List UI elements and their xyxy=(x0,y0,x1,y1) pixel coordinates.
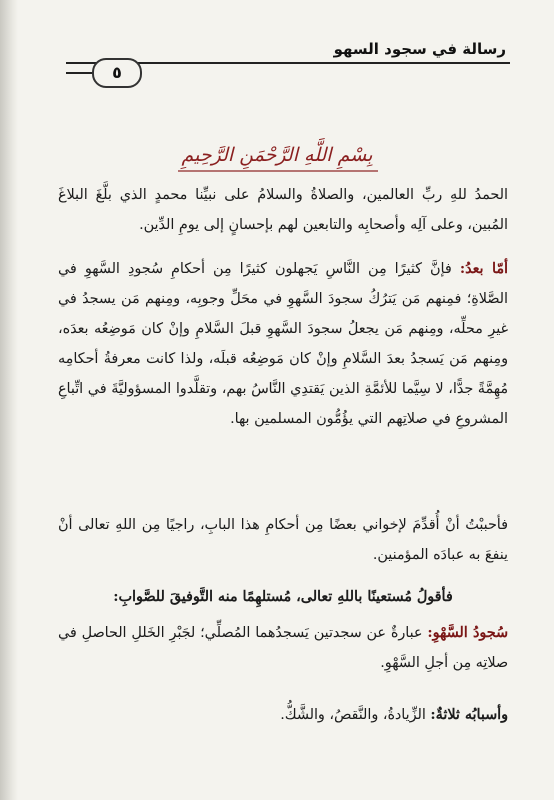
paragraph-amma-bad xyxy=(58,254,508,434)
paragraph-text: عبارةٌ عن سجدتين يَسجدُهما المُصلِّي؛ لجَبْرِ الخَللِ الحاصلِ في صلاتِه مِن أجلِ السَّهْوِ. xyxy=(58,625,508,671)
paragraph-opening-statement xyxy=(58,582,508,612)
paragraph-text: فأحببْتُ أنْ أُقدِّمَ لإخواني بعضًا مِن أحكامِ هذا البابِ، راجيًا مِن اللهِ تعالى أنْ ينفعَ به عبادَه المؤمنين. xyxy=(58,517,508,563)
basmala-flourish xyxy=(178,170,378,172)
paragraph-lead: سُجودُ السَّهْوِ: xyxy=(427,625,508,641)
paragraph-causes xyxy=(58,700,508,730)
paragraph-intro xyxy=(58,180,508,240)
running-header-title: رسالة في سجود السهو xyxy=(333,40,506,58)
basmala-calligraphy: بِسْمِ اللَّهِ الرَّحْمَنِ الرَّحِيمِ xyxy=(181,144,373,166)
paragraph-lead: أمّا بعدُ: xyxy=(459,261,509,277)
paragraph-purpose xyxy=(58,510,508,570)
paragraph-text: فأقولُ مُستعينًا باللهِ تعالى، مُستلهِمًا منه التَّوفيقَ للصَّوابِ: xyxy=(113,589,453,605)
paragraph-lead: وأسبابُه ثلاثةٌ: xyxy=(430,707,508,723)
paragraph-text: فإنَّ كثيرًا مِن النَّاسِ يَجهلون كثيرًا مِن أحكامِ سُجودِ السَّهوِ في الصَّلاةِ؛ فمِنهم مَن يَترُكُ سجودَ السَّهوِ في محَلِّ وجوبِه، ومِنهم مَن يسجدُ في غيرِ محلِّه، ومِنهم مَن يجعلُ سجودَ السَّهوِ قبلَ السَّلامِ وإنْ كان مَوضِعُه بعدَه، ومِنهم مَن يَسجدُ بعدَ السَّلامِ وإنْ كان مَوضِعُه قبلَه، ولذا كانت معرفةُ أحكامِه مُهِمَّةً جدًّا، لا سِيَّما للأئمَّةِ الذين يَقتدِي النَّاسُ بهم، وتقلَّدوا المسؤوليَّةَ في اتِّباعِ المشروعِ في صلاتِهم التي يؤُمُّون المسلمين بها. xyxy=(58,261,508,427)
page-gutter-shadow xyxy=(0,0,18,800)
paragraph-definition xyxy=(58,618,508,678)
paragraph-text: الحمدُ للهِ ربِّ العالمين، والصلاةُ والسلامُ على نبيِّنا محمدٍ الذي بلَّغَ البلاغَ المُبين، وعلى آلِه وأصحابِه والتابعين لهم بإحسانٍ إلى يومِ الدِّين. xyxy=(58,187,508,233)
paragraph-text: الزِّيادةُ، والنَّقصُ، والشَّكُّ. xyxy=(280,707,431,723)
page-number-badge: ٥ xyxy=(92,58,142,88)
